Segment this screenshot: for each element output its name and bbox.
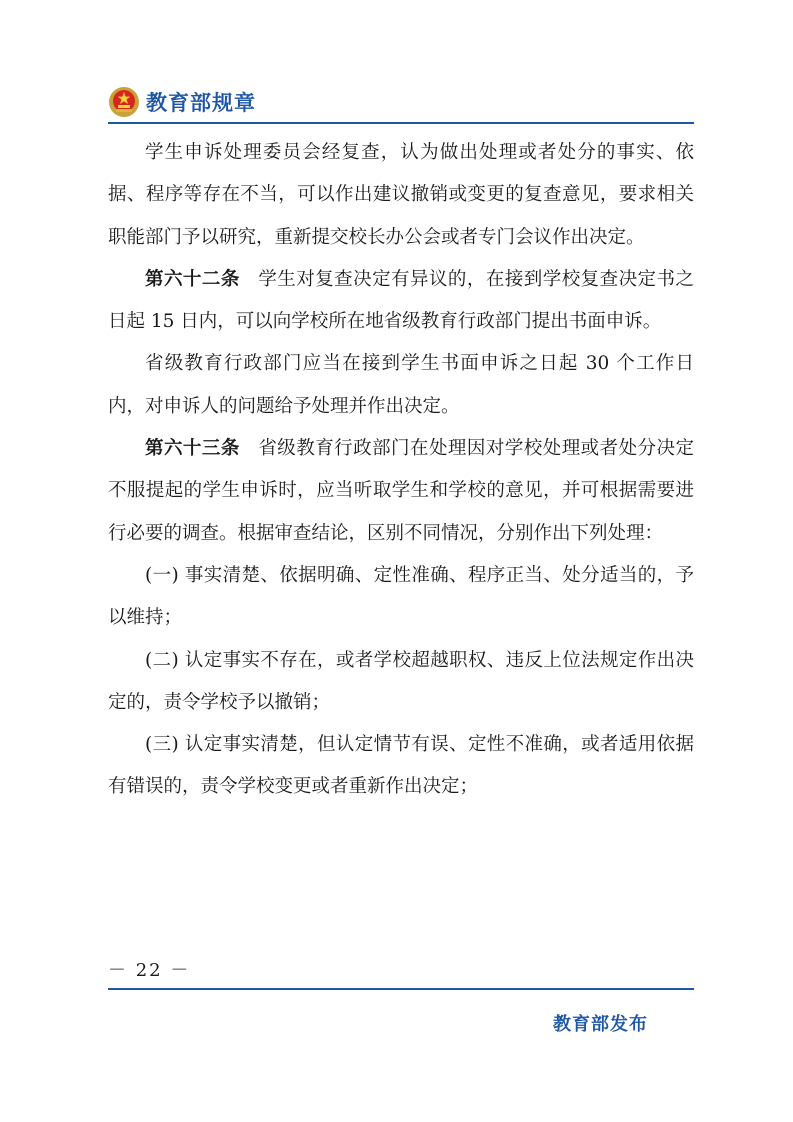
footer-divider — [108, 988, 694, 990]
header-divider — [108, 122, 694, 124]
paragraph-text: (三) 认定事实清楚，但认定情节有误、定性不准确，或者适用依据有错误的，责令学校变更或者重新作出决定； — [108, 734, 694, 798]
footer-publisher: 教育部发布 — [553, 1014, 648, 1035]
header-title: 教育部规章 — [146, 91, 256, 115]
paragraph — [108, 132, 694, 259]
national-emblem-icon — [108, 86, 140, 118]
paragraph-text: 省级教育行政部门应当在接到学生书面申诉之日起 30 个工作日内，对申诉人的问题给予处理并作出决定。 — [108, 353, 694, 417]
page-number: － 22 － — [108, 960, 191, 981]
article-number: 第六十二条 — [145, 268, 240, 290]
article-number: 第六十三条 — [145, 438, 240, 460]
paragraph-text: 学生对复查决定有异议的，在接到学校复查决定书之日起 15 日内，可以向学校所在地省级教育行政部门提出书面申诉。 — [108, 268, 694, 333]
paragraph-text: 学生申诉处理委员会经复查，认为做出处理或者处分的事实、依据、程序等存在不当，可以作出建议撤销或变更的复查意见，要求相关职能部门予以研究，重新提交校长办公会或者专门会议作出决定。 — [108, 142, 694, 248]
paragraph-text: (一) 事实清楚、依据明确、定性准确、程序正当、处分适当的，予以维持； — [108, 564, 694, 629]
paragraph — [108, 428, 694, 555]
paragraph — [108, 259, 694, 344]
paragraph-text: (二) 认定事实不存在，或者学校超越职权、违反上位法规定作出决定的，责令学校予以撤销； — [108, 649, 694, 713]
document-body — [108, 132, 694, 809]
paragraph — [108, 555, 694, 640]
paragraph — [108, 724, 694, 809]
paragraph-text: 省级教育行政部门在处理因对学校处理或者处分决定不服提起的学生申诉时，应当听取学生和学校的意见，并可根据需要进行必要的调查。根据审查结论，区别不同情况，分别作出下列处理： — [108, 438, 694, 544]
document-header — [108, 84, 256, 120]
paragraph — [108, 343, 694, 428]
paragraph — [108, 640, 694, 725]
